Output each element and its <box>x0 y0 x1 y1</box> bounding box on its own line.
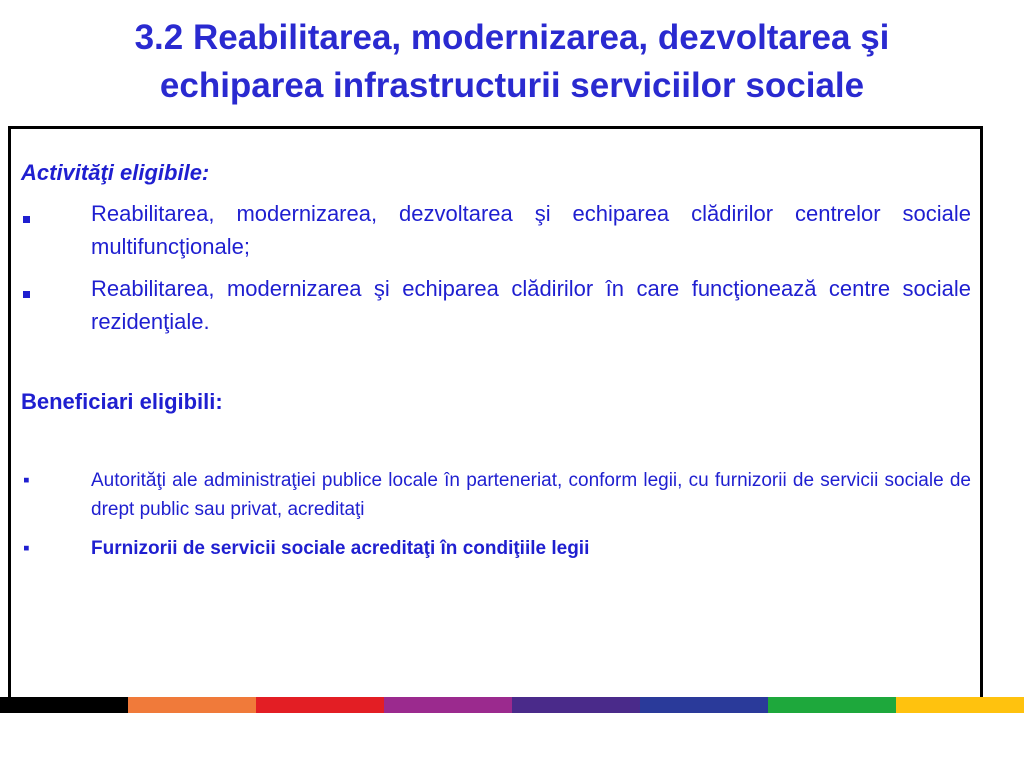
color-strip-segment <box>640 697 768 713</box>
color-strip-segment <box>256 697 384 713</box>
activity-item-text: Reabilitarea, modernizarea, dezvoltarea şi echiparea clădirilor centrelor sociale multifuncţionale; <box>91 201 971 259</box>
activity-item-text: Reabilitarea, modernizarea şi echiparea clădirilor în care funcţionează centre sociale rezidenţiale. <box>91 276 971 334</box>
small-square-bullet-icon: ▪ <box>23 538 30 559</box>
color-strip-segment <box>896 697 1024 713</box>
beneficiary-item-text: Furnizorii de servicii sociale acreditaţi în condiţiile legii <box>91 538 590 559</box>
slide-title <box>0 14 1024 110</box>
color-strip-segment <box>0 697 128 713</box>
eligible-beneficiaries-heading: Beneficiari eligibili: <box>21 389 223 414</box>
slide-title-line-1: 3.2 Reabilitarea, modernizarea, dezvoltarea şi <box>134 18 890 57</box>
activity-list-item <box>21 272 971 338</box>
content-box <box>8 126 983 700</box>
square-bullet-icon <box>23 285 30 303</box>
small-square-bullet-icon: ▪ <box>23 470 30 491</box>
square-bullet-icon <box>23 210 30 228</box>
slide-title-line-2: echiparea infrastructurii serviciilor sociale <box>159 66 865 105</box>
beneficiary-list-item <box>21 534 971 563</box>
color-strip <box>0 697 1024 713</box>
color-strip-segment <box>768 697 896 713</box>
eligible-activities-heading: Activităţi eligibile: <box>21 160 210 185</box>
color-strip-segment <box>512 697 640 713</box>
beneficiary-item-text: Autorităţi ale administraţiei publice locale în parteneriat, conform legii, cu furnizorii de servicii sociale de drept public sau privat, acreditaţi <box>91 470 971 520</box>
color-strip-segment <box>128 697 256 713</box>
beneficiary-list-item <box>21 466 971 524</box>
activity-list-item <box>21 197 971 263</box>
color-strip-segment <box>384 697 512 713</box>
